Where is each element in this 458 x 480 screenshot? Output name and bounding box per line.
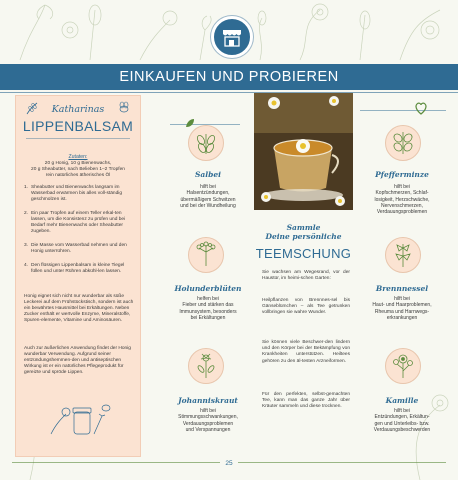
brennnessel-circle (385, 237, 421, 273)
ingredients-line: 20 g Sheabutter, nach Belieben 1–2 Tropfen (31, 167, 125, 172)
tea-subtitle-1: Sammle (286, 223, 321, 232)
plant-name-johanniskraut: Johanniskraut (178, 396, 238, 405)
ingredients-line: 20 g Honig, 10 g Bienenwachs, (44, 161, 112, 166)
tea-cup-photo (254, 93, 353, 210)
shop-icon (211, 16, 253, 58)
tea-title: TEEMSCHUNG (255, 246, 352, 261)
plant-name-holunderblueten: Holunderblüten (174, 284, 242, 293)
ingredients-line: rein natürliches ätherisches Öl (45, 173, 111, 178)
tea-subtitle-2: Deine persönliche (265, 232, 342, 241)
honey-paragraph: Auch zur äußerlichen Anwendung findet der Honig wunderbar Verwendung. Aufgrund seiner entzündungshemmen-den und antiseptischen Wirkung ist er ein natürliches Pflegeprodukt für gereizte und spröde Lippen. (24, 346, 131, 375)
column-divider (360, 110, 446, 111)
plant-desc-salbei: hilft bei Halsentzündungen, übermäßigem Schwitzen und bei der Wundheilung (180, 184, 236, 209)
salbei-circle (188, 125, 224, 161)
banner-underline (0, 92, 458, 93)
tea-paragraph: Für den perfekten, selbst-gemachten Tee, kann man das ganze Jahr über Kräuter sammeln und diese trocknen. (262, 392, 350, 410)
recipe-card: Katharinas LIPPENBALSAM Zutaten: 20 g Honig, 10 g Bienenwachs, 20 g Sheabutter, nach Belieben 1–2 Tropfen rein natürliches ätherisches Öl 1. Sheabutter und Bienenwachs langsam im Wasserbad erwärmen bis alles voll-ständig geschmolzen ist. 2. Ein paar Tropfen auf einem Teller erkal-ten lassen, um die Konsistenz zu prüfen und bei Bedarf mehr Bienenwachs oder Sheabutter zugeben. 3. Die Masse vom Wasserbad nehmen und den Honig unterrühren. 4. Den flüssigen Lippenbalsam in kleine Tiegel füllen und unter Rühren abkühl-len lassen. Honig eignet sich nicht nur wunderbar als süße Leckerei auf dem Frühstückstisch, sondern ist auch ein bewährtes Hausmittel bei Erkältungen. Neben Zucker enthält er wertvolle Enzyme, Mineralstoffe, Spuren-elemente, Vitamine und Aminosäuren. Auch zur äußerlichen Anwendung findet der Honig wunderbar Verwendung. Aufgrund seiner entzündungshemmen-den und antiseptischen Wirkung ist er ein natürliches Pflegeprodukt für gereizte und spröde Lippen. (16, 96, 140, 456)
plant-desc-kamille: hilft bei Entzündungen, Erkältun- gen und Unterleibs- bzw. Verdauungsbeschwerden (373, 408, 431, 433)
page-number: 25 (220, 458, 238, 470)
recipe-author: Katharinas (51, 104, 105, 115)
plant-desc-brennnessel: hilft bei Haut- und Haarproblemen, Rheuma und Harnwegs- erkrankungen (372, 296, 432, 321)
st-johns-wort-icon (189, 349, 223, 383)
plant-desc-johanniskraut: hilft bei Stimmungsschwankungen, Verdauungsproblemen und Verspannungen (178, 408, 238, 433)
plant-name-kamille: Kamille (385, 396, 419, 405)
recipe-title: LIPPENBALSAM (22, 118, 134, 134)
plant-desc-holunderblueten: helfen bei Fieber und stärken das Immunsystem, besonders bei Erkältungen (179, 296, 237, 321)
plant-desc-pfefferminze: hilft bei Kopfschmerzen, Schlaf- losigkeit, Herzschwäche, Nervenschmerzen, Verdauungsproblemen (374, 184, 430, 216)
elderflower-icon (189, 238, 223, 272)
tea-paragraph: Sie wachsen am Wegesrand, vor der Haustür, im heimi-schen Garten: (262, 270, 350, 282)
pfefferminze-circle (385, 125, 421, 161)
sage-plant-icon (189, 126, 223, 160)
plant-name-pfefferminze: Pfefferminze (375, 170, 429, 179)
tea-paragraph: Sie können viele Beschwer-den lindern und den Körper bei der Bekämpfung von Krankheiten unterstützen. Heiltees gehören zu den äl-testen Arzneiformen. (262, 340, 350, 364)
holunder-circle (188, 237, 224, 273)
honey-paragraph: Honig eignet sich nicht nur wunderbar als süße Leckerei auf dem Frühstückstisch, sondern ist auch ein bewährtes Hausmittel bei Erkältungen. Neben Zucker enthält er wertvolle Enzyme, Mineralstoffe, Spuren-elemente, Vitamine und Aminosäuren. (24, 294, 134, 323)
kamille-circle (385, 348, 421, 384)
plant-name-salbei: Salbei (195, 170, 221, 179)
honey-jar-illustration (46, 394, 116, 438)
chamomile-icon (386, 349, 420, 383)
nettle-icon (386, 238, 420, 272)
ingredients-heading: Zutaten: (68, 154, 88, 160)
johanniskraut-circle (188, 348, 224, 384)
tea-paragraph: Heilpflanzen von Brennnes-sel bis Gänseblümchen – als Tee getrunken vollbringen sie wahre Wunder. (262, 298, 350, 316)
peppermint-icon (386, 126, 420, 160)
heart-leaf-icon (414, 100, 428, 116)
plant-name-brennnessel: Brennnessel (375, 284, 429, 293)
section-banner: EINKAUFEN UND PROBIEREN (0, 64, 458, 90)
recipe-divider (26, 138, 130, 139)
